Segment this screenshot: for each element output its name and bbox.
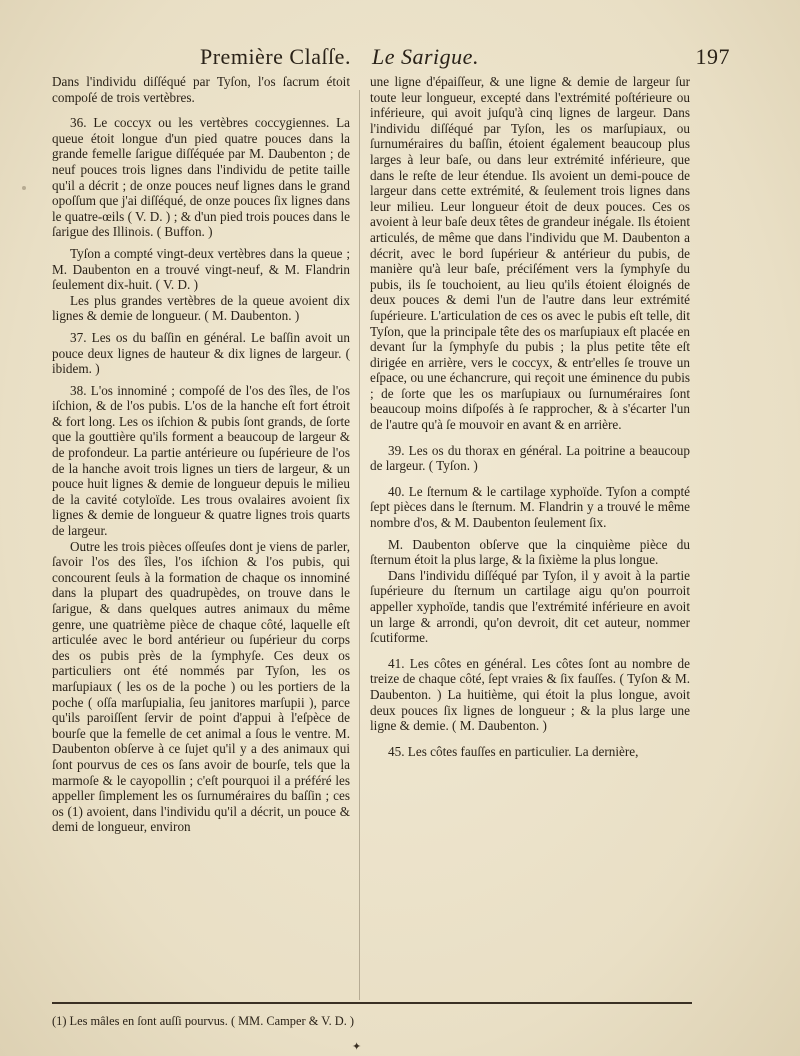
paragraph: 41. Les côtes en général. Les côtes ſont au nombre de treize de chaque côté, ſept vraies & ſix fauſſes. ( Tyſon & M. Daubenton. ) La huitième, qui étoit la plus longue, avoit deux pouces ſix lignes de longueur ; & la plus large une ligne & demie. ( M. Daubenton. ): [370, 655, 690, 734]
ornament-mark: ✦: [352, 1041, 362, 1053]
paragraph: Dans l'individu diſſéqué par Tyſon, l'os ſacrum étoit compoſé de trois vertèbres.: [52, 74, 350, 105]
paragraph: Outre les trois pièces oſſeuſes dont je viens de parler, ſavoir l'os des îles, l'os iſchion & l'os pubis, qui concourent ſeuls à la formation de chaque os innominé dans la plupart des quadrupèdes, on trouve dans le ſarigue, & dans quelques autres animaux du même genre, une quatrième pièce de chaque côté, laquelle eſt articulée avec le bord antérieur ou ſupérieur du corps des os pubis près de la ſymphyſe. Ces deux os particuliers ont été nommés par Tyſon, les os marſupiaux ( les os de la poche ) ou les portiers de la poche ( oſſa marſupialia, ſeu janitores marſupii ), parce qu'ils paroiſſent ſervir de point d'appui à l'eſpèce de bourſe que la femelle de cet animal a ſous le ventre. M. Daubenton obſerve à ce ſujet qu'il y a des animaux qui ſont pourvus de ces os ſans avoir de bourſe, tels que la marmoſe & le cayopollin ; c'eſt pourquoi il a préféré les appeller ſimplement les os ſurnuméraires du baſſin ; ces os (1) avoient, dans l'individu qu'il a décrit, un pouce & demi de longueur, environ: [52, 538, 350, 835]
paragraph: 37. Les os du baſſin en général. Le baſſin avoit un pouce deux lignes de hauteur & dix lignes de largeur. ( ibidem. ): [52, 329, 350, 377]
header-section: Première Claſſe.: [200, 44, 351, 69]
right-column: [370, 74, 690, 759]
paragraph: 45. Les côtes fauſſes en particulier. La dernière,: [388, 743, 639, 759]
paragraph: M. Daubenton obſerve que la cinquième pièce du ſternum étoit la plus large, & la ſixième la plus longue.: [370, 536, 690, 568]
left-column: [52, 74, 350, 835]
paragraph: 36. Le coccyx ou les vertèbres coccygiennes. La queue étoit longue d'un pied quatre pouces dans la grande femelle ſarigue diſſéquée par M. Daubenton ; de neuf pouces trois lignes dans l'individu de petite taille qu'il a décrit ; de onze pouces neuf lignes dans le grand opoſſum que j'ai diſſéqué, de onze pouces ſix lignes dans le quatre-œils ( V. D. ) ; & d'un pied trois pouces dans le ſarigue des Illinois. ( Buffon. ): [52, 115, 350, 240]
header-title: Le Sarigue.: [372, 44, 479, 69]
paper-blemish: [22, 186, 26, 190]
page-number: 197: [695, 44, 730, 69]
paragraph: 40. Le ſternum & le cartilage xyphoïde. Tyſon a compté ſept pièces dans le ſternum. M. Flandrin y a trouvé le même nombre d'os, & M. Daubenton ſeulement ſix.: [370, 483, 690, 531]
paragraph: Les plus grandes vertèbres de la queue avoient dix lignes & demie de longueur. ( M. Daubenton. ): [52, 292, 350, 324]
running-header: [200, 44, 730, 74]
paragraph: Tyſon a compté vingt-deux vertèbres dans la queue ; M. Daubenton en a trouvé vingt-neuf, & M. Flandrin ſeulement dix-huit. ( V. D. ): [52, 245, 350, 293]
paragraph: Dans l'individu diſſéqué par Tyſon, il y avoit à la partie ſupérieure du ſternum un cartilage aigu qu'on pourroit appeller xyphoïde, tandis que l'extrémité inférieure en avoit un large & arrondi, qu'on devroit, dit cet auteur, nommer ſcutiforme.: [370, 567, 690, 646]
paragraph: une ligne d'épaiſſeur, & une ligne & demie de largeur ſur toute leur longueur, excepté dans l'extrémité poſtérieure ou inférieure, qui avoit juſqu'à cinq lignes de largeur. Dans l'individu diſſéqué par Tyſon, les os marſupiaux, ou ſurnuméraires du baſſin, étoient également beaucoup plus larges à leur baſe, ou dans leur extrémité inférieure, que dans le reſte de leur étendue. Ils avoient un demi-pouce de largeur dans cette extrémité, & ſeulement trois lignes dans leur milieu. Leur longueur étoit de deux pouces. Ces os avoient à leur baſe deux têtes de grandeur inégale. Ils étoient articulés, de même que dans l'individu que M. Daubenton a décrit, avec le bord ſupérieur & antérieur du pubis, de manière qu'à leur baſe, préciſément vers la ſymphyſe du pubis, ils ſe touchoient, au lieu qu'ils étoient éloignés de deux pouces & demi l'un de l'autre dans leur extrémité ſupérieure. L'articulation de ces os avec le pubis eſt telle, dit Tyſon, que la principale tête des os marſupiaux eſt placée en devant ſur la ſymphyſe du pubis ; la plus petite tête eſt dirigée en arrière, vers le coccyx, & entr'elles ſe trouve un eſpace, ou une échancrure, qui reçoit une éminence du pubis ; de ſorte que les os marſupiaux ou ſurnuméraires ſont beaucoup moins diſpoſés à ſe rapprocher, & à s'écarter l'un de l'autre qu'à ſe mouvoir en avant & en arrière.: [370, 74, 690, 433]
paragraph: 38. L'os innominé ; compoſé de l'os des îles, de l'os iſchion, & de l'os pubis. L'os de la hanche eſt fort étroit & fort long. Les os iſchion & pubis ſont grands, de ſorte que la gouttière qu'ils forment a beaucoup de largeur & de profondeur. La partie antérieure ou ſupérieure de l'os de la hanche avoit trois lignes un tiers de largeur, & un pouce huit lignes & demie de longueur depuis le milieu de la cavité cotyloïde. Les trous ovalaires avoient ſix lignes & demie de longueur & quatre lignes trois quarts de largeur.: [52, 382, 350, 539]
column-divider: [359, 90, 360, 1000]
footnote-rule: [52, 1002, 692, 1004]
footnote: (1) Les mâles en ſont auſſi pourvus. ( MM. Camper & V. D. ): [52, 1014, 355, 1028]
paragraph: 39. Les os du thorax en général. La poitrine a beaucoup de largeur. ( Tyſon. ): [370, 442, 690, 474]
